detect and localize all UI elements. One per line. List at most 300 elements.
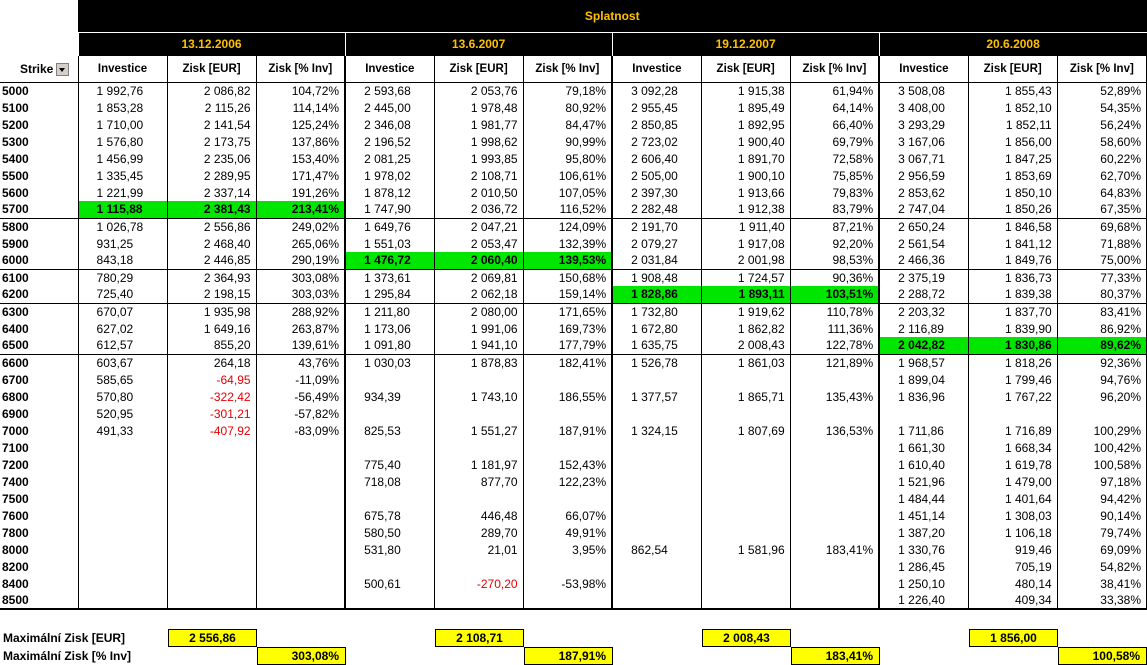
zisk-eur-cell[interactable]: 1 830,86 bbox=[968, 337, 1057, 354]
zisk-eur-cell[interactable]: 1 912,38 bbox=[701, 201, 790, 218]
zisk-pct-cell[interactable]: 49,91% bbox=[523, 524, 612, 541]
zisk-eur-cell[interactable]: -322,42 bbox=[167, 388, 256, 405]
zisk-pct-cell[interactable]: 139,53% bbox=[523, 252, 612, 269]
strike-cell[interactable]: 5400 bbox=[0, 150, 78, 167]
investice-cell[interactable]: 1 387,20 bbox=[879, 524, 968, 541]
investice-cell[interactable] bbox=[612, 592, 701, 609]
zisk-eur-cell[interactable]: -64,95 bbox=[167, 371, 256, 388]
investice-cell[interactable]: 1 853,28 bbox=[78, 99, 167, 116]
zisk-eur-cell[interactable]: 1 865,71 bbox=[701, 388, 790, 405]
strike-cell[interactable]: 7200 bbox=[0, 456, 78, 473]
strike-cell[interactable]: 5000 bbox=[0, 82, 78, 99]
zisk-pct-cell[interactable]: 110,78% bbox=[790, 303, 879, 320]
investice-cell[interactable]: 570,80 bbox=[78, 388, 167, 405]
strike-cell[interactable]: 7400 bbox=[0, 473, 78, 490]
zisk-eur-cell[interactable]: 2 115,26 bbox=[167, 99, 256, 116]
investice-cell[interactable]: 1 173,06 bbox=[345, 320, 434, 337]
zisk-pct-cell[interactable] bbox=[790, 456, 879, 473]
investice-cell[interactable]: 1 968,57 bbox=[879, 354, 968, 371]
investice-cell[interactable] bbox=[345, 439, 434, 456]
zisk-pct-cell[interactable] bbox=[256, 575, 345, 592]
investice-cell[interactable]: 531,80 bbox=[345, 541, 434, 558]
investice-cell[interactable] bbox=[78, 507, 167, 524]
investice-cell[interactable]: 843,18 bbox=[78, 252, 167, 269]
strike-cell[interactable]: 6200 bbox=[0, 286, 78, 303]
zisk-pct-cell[interactable] bbox=[790, 524, 879, 541]
strike-cell[interactable]: 5200 bbox=[0, 116, 78, 133]
zisk-eur-cell[interactable]: 1 856,00 bbox=[968, 133, 1057, 150]
max-eur-value[interactable]: 2 108,71 bbox=[435, 629, 524, 647]
zisk-eur-cell[interactable]: 2 080,00 bbox=[434, 303, 523, 320]
zisk-eur-cell[interactable]: 1 978,48 bbox=[434, 99, 523, 116]
investice-cell[interactable]: 725,40 bbox=[78, 286, 167, 303]
zisk-pct-cell[interactable] bbox=[790, 507, 879, 524]
investice-cell[interactable]: 934,39 bbox=[345, 388, 434, 405]
investice-cell[interactable] bbox=[612, 405, 701, 422]
investice-cell[interactable]: 585,65 bbox=[78, 371, 167, 388]
zisk-eur-cell[interactable]: 1 891,70 bbox=[701, 150, 790, 167]
strike-cell[interactable]: 8400 bbox=[0, 575, 78, 592]
zisk-pct-cell[interactable]: 75,85% bbox=[790, 167, 879, 184]
investice-cell[interactable] bbox=[879, 405, 968, 422]
zisk-pct-cell[interactable]: 265,06% bbox=[256, 235, 345, 252]
zisk-eur-cell[interactable]: 1 861,03 bbox=[701, 354, 790, 371]
zisk-eur-cell[interactable]: 2 008,43 bbox=[701, 337, 790, 354]
zisk-pct-cell[interactable]: 182,41% bbox=[523, 354, 612, 371]
zisk-eur-cell[interactable]: 1 106,18 bbox=[968, 524, 1057, 541]
investice-cell[interactable]: 520,95 bbox=[78, 405, 167, 422]
zisk-pct-cell[interactable]: 136,53% bbox=[790, 422, 879, 439]
strike-cell[interactable]: 8200 bbox=[0, 558, 78, 575]
investice-cell[interactable]: 1 451,14 bbox=[879, 507, 968, 524]
zisk-pct-cell[interactable]: 187,91% bbox=[523, 422, 612, 439]
investice-cell[interactable]: 1 335,45 bbox=[78, 167, 167, 184]
zisk-eur-cell[interactable]: 2 108,71 bbox=[434, 167, 523, 184]
zisk-eur-cell[interactable] bbox=[434, 371, 523, 388]
zisk-eur-cell[interactable] bbox=[701, 439, 790, 456]
zisk-eur-cell[interactable]: 1 852,11 bbox=[968, 116, 1057, 133]
strike-cell[interactable]: 6300 bbox=[0, 303, 78, 320]
zisk-eur-cell[interactable]: 2 289,95 bbox=[167, 167, 256, 184]
zisk-pct-cell[interactable]: 114,14% bbox=[256, 99, 345, 116]
zisk-pct-cell[interactable]: 71,88% bbox=[1057, 235, 1146, 252]
strike-cell[interactable]: 6900 bbox=[0, 405, 78, 422]
investice-cell[interactable]: 825,53 bbox=[345, 422, 434, 439]
zisk-pct-cell[interactable]: 213,41% bbox=[256, 201, 345, 218]
zisk-pct-cell[interactable] bbox=[790, 473, 879, 490]
strike-cell[interactable]: 7000 bbox=[0, 422, 78, 439]
strike-cell[interactable]: 5900 bbox=[0, 235, 78, 252]
zisk-eur-cell[interactable] bbox=[167, 541, 256, 558]
zisk-pct-cell[interactable] bbox=[256, 490, 345, 507]
zisk-pct-cell[interactable]: 303,08% bbox=[256, 269, 345, 286]
zisk-eur-cell[interactable]: 1 181,97 bbox=[434, 456, 523, 473]
zisk-eur-cell[interactable]: 855,20 bbox=[167, 337, 256, 354]
max-pct-value[interactable]: 100,58% bbox=[1058, 647, 1147, 665]
zisk-eur-cell[interactable]: 877,70 bbox=[434, 473, 523, 490]
zisk-eur-cell[interactable]: 1 935,98 bbox=[167, 303, 256, 320]
zisk-eur-cell[interactable]: 289,70 bbox=[434, 524, 523, 541]
zisk-eur-cell[interactable] bbox=[167, 592, 256, 609]
investice-cell[interactable]: 1 672,80 bbox=[612, 320, 701, 337]
investice-cell[interactable]: 1 551,03 bbox=[345, 235, 434, 252]
zisk-eur-cell[interactable]: 1 917,08 bbox=[701, 235, 790, 252]
investice-cell[interactable]: 2 593,68 bbox=[345, 82, 434, 99]
zisk-pct-cell[interactable]: 3,95% bbox=[523, 541, 612, 558]
zisk-pct-cell[interactable]: 100,42% bbox=[1057, 439, 1146, 456]
zisk-eur-cell[interactable]: 2 086,82 bbox=[167, 82, 256, 99]
investice-cell[interactable]: 1 878,12 bbox=[345, 184, 434, 201]
zisk-pct-cell[interactable]: 61,94% bbox=[790, 82, 879, 99]
zisk-eur-cell[interactable] bbox=[701, 405, 790, 422]
zisk-pct-cell[interactable]: 56,24% bbox=[1057, 116, 1146, 133]
zisk-pct-cell[interactable]: 62,70% bbox=[1057, 167, 1146, 184]
investice-cell[interactable] bbox=[612, 439, 701, 456]
investice-cell[interactable]: 2 466,36 bbox=[879, 252, 968, 269]
investice-cell[interactable]: 775,40 bbox=[345, 456, 434, 473]
zisk-pct-cell[interactable]: 83,41% bbox=[1057, 303, 1146, 320]
zisk-pct-cell[interactable] bbox=[790, 371, 879, 388]
zisk-eur-cell[interactable]: 1 743,10 bbox=[434, 388, 523, 405]
zisk-pct-cell[interactable] bbox=[256, 439, 345, 456]
investice-cell[interactable]: 3 293,29 bbox=[879, 116, 968, 133]
zisk-eur-cell[interactable]: 1 841,12 bbox=[968, 235, 1057, 252]
zisk-eur-cell[interactable]: 1 900,40 bbox=[701, 133, 790, 150]
investice-cell[interactable]: 2 650,24 bbox=[879, 218, 968, 235]
zisk-pct-cell[interactable]: 100,58% bbox=[1057, 456, 1146, 473]
zisk-pct-cell[interactable] bbox=[523, 558, 612, 575]
investice-cell[interactable]: 1 456,99 bbox=[78, 150, 167, 167]
zisk-pct-cell[interactable]: 80,92% bbox=[523, 99, 612, 116]
investice-cell[interactable]: 2 956,59 bbox=[879, 167, 968, 184]
max-pct-value[interactable]: 303,08% bbox=[257, 647, 346, 665]
zisk-pct-cell[interactable]: 79,74% bbox=[1057, 524, 1146, 541]
zisk-eur-cell[interactable]: 2 069,81 bbox=[434, 269, 523, 286]
investice-cell[interactable]: 1 221,99 bbox=[78, 184, 167, 201]
zisk-eur-cell[interactable] bbox=[434, 490, 523, 507]
investice-cell[interactable]: 2 853,62 bbox=[879, 184, 968, 201]
strike-cell[interactable]: 5100 bbox=[0, 99, 78, 116]
investice-cell[interactable]: 2 346,08 bbox=[345, 116, 434, 133]
zisk-pct-cell[interactable]: 84,47% bbox=[523, 116, 612, 133]
zisk-pct-cell[interactable] bbox=[523, 405, 612, 422]
zisk-pct-cell[interactable]: 132,39% bbox=[523, 235, 612, 252]
zisk-pct-cell[interactable]: 66,40% bbox=[790, 116, 879, 133]
zisk-pct-cell[interactable]: 33,38% bbox=[1057, 592, 1146, 609]
zisk-eur-cell[interactable]: 1 668,34 bbox=[968, 439, 1057, 456]
zisk-eur-cell[interactable]: 1 807,69 bbox=[701, 422, 790, 439]
zisk-pct-cell[interactable]: 125,24% bbox=[256, 116, 345, 133]
strike-cell[interactable]: 7600 bbox=[0, 507, 78, 524]
zisk-pct-cell[interactable] bbox=[523, 371, 612, 388]
zisk-pct-cell[interactable]: 94,42% bbox=[1057, 490, 1146, 507]
investice-cell[interactable]: 2 203,32 bbox=[879, 303, 968, 320]
investice-cell[interactable]: 1 091,80 bbox=[345, 337, 434, 354]
investice-cell[interactable] bbox=[345, 558, 434, 575]
zisk-eur-cell[interactable]: 2 556,86 bbox=[167, 218, 256, 235]
zisk-pct-cell[interactable]: 97,18% bbox=[1057, 473, 1146, 490]
investice-cell[interactable]: 1 978,02 bbox=[345, 167, 434, 184]
zisk-eur-cell[interactable]: 2 036,72 bbox=[434, 201, 523, 218]
zisk-pct-cell[interactable] bbox=[523, 439, 612, 456]
investice-cell[interactable] bbox=[345, 371, 434, 388]
zisk-pct-cell[interactable]: -56,49% bbox=[256, 388, 345, 405]
investice-cell[interactable]: 603,67 bbox=[78, 354, 167, 371]
zisk-pct-cell[interactable]: 92,36% bbox=[1057, 354, 1146, 371]
zisk-pct-cell[interactable]: 249,02% bbox=[256, 218, 345, 235]
zisk-eur-cell[interactable]: 2 047,21 bbox=[434, 218, 523, 235]
zisk-pct-cell[interactable]: 72,58% bbox=[790, 150, 879, 167]
zisk-pct-cell[interactable]: 64,83% bbox=[1057, 184, 1146, 201]
investice-cell[interactable]: 1 747,90 bbox=[345, 201, 434, 218]
investice-cell[interactable]: 2 288,72 bbox=[879, 286, 968, 303]
zisk-pct-cell[interactable]: 103,51% bbox=[790, 286, 879, 303]
zisk-pct-cell[interactable]: 67,35% bbox=[1057, 201, 1146, 218]
investice-cell[interactable] bbox=[78, 456, 167, 473]
zisk-pct-cell[interactable]: 122,23% bbox=[523, 473, 612, 490]
zisk-eur-cell[interactable]: 2 198,15 bbox=[167, 286, 256, 303]
zisk-eur-cell[interactable] bbox=[167, 575, 256, 592]
zisk-eur-cell[interactable]: 1 895,49 bbox=[701, 99, 790, 116]
zisk-pct-cell[interactable]: 43,76% bbox=[256, 354, 345, 371]
investice-cell[interactable]: 1 710,00 bbox=[78, 116, 167, 133]
zisk-pct-cell[interactable]: 183,41% bbox=[790, 541, 879, 558]
zisk-pct-cell[interactable]: 171,65% bbox=[523, 303, 612, 320]
zisk-eur-cell[interactable]: 1 913,66 bbox=[701, 184, 790, 201]
investice-cell[interactable]: 1 992,76 bbox=[78, 82, 167, 99]
investice-cell[interactable]: 3 408,00 bbox=[879, 99, 968, 116]
zisk-pct-cell[interactable]: 60,22% bbox=[1057, 150, 1146, 167]
zisk-pct-cell[interactable]: 95,80% bbox=[523, 150, 612, 167]
zisk-pct-cell[interactable] bbox=[256, 524, 345, 541]
investice-cell[interactable]: 1 250,10 bbox=[879, 575, 968, 592]
max-eur-value[interactable]: 2 556,86 bbox=[168, 629, 257, 647]
zisk-eur-cell[interactable]: 1 839,90 bbox=[968, 320, 1057, 337]
strike-cell[interactable]: 6700 bbox=[0, 371, 78, 388]
investice-cell[interactable]: 3 067,71 bbox=[879, 150, 968, 167]
investice-cell[interactable]: 1 211,80 bbox=[345, 303, 434, 320]
zisk-eur-cell[interactable]: 1 981,77 bbox=[434, 116, 523, 133]
zisk-pct-cell[interactable] bbox=[790, 558, 879, 575]
investice-cell[interactable]: 1 330,76 bbox=[879, 541, 968, 558]
zisk-pct-cell[interactable]: 77,33% bbox=[1057, 269, 1146, 286]
zisk-eur-cell[interactable] bbox=[167, 456, 256, 473]
investice-cell[interactable]: 612,57 bbox=[78, 337, 167, 354]
zisk-eur-cell[interactable]: 1 862,82 bbox=[701, 320, 790, 337]
strike-cell[interactable]: 5300 bbox=[0, 133, 78, 150]
zisk-pct-cell[interactable]: 186,55% bbox=[523, 388, 612, 405]
strike-cell[interactable]: 7800 bbox=[0, 524, 78, 541]
zisk-pct-cell[interactable]: 83,79% bbox=[790, 201, 879, 218]
zisk-eur-cell[interactable]: 1 401,64 bbox=[968, 490, 1057, 507]
zisk-pct-cell[interactable]: 92,20% bbox=[790, 235, 879, 252]
zisk-eur-cell[interactable]: 1 941,10 bbox=[434, 337, 523, 354]
zisk-pct-cell[interactable]: 66,07% bbox=[523, 507, 612, 524]
investice-cell[interactable]: 780,29 bbox=[78, 269, 167, 286]
strike-cell[interactable]: 6500 bbox=[0, 337, 78, 354]
investice-cell[interactable]: 1 115,88 bbox=[78, 201, 167, 218]
zisk-pct-cell[interactable]: 69,79% bbox=[790, 133, 879, 150]
zisk-pct-cell[interactable]: 90,99% bbox=[523, 133, 612, 150]
strike-cell[interactable]: 7500 bbox=[0, 490, 78, 507]
zisk-eur-cell[interactable] bbox=[701, 456, 790, 473]
zisk-pct-cell[interactable]: 191,26% bbox=[256, 184, 345, 201]
zisk-eur-cell[interactable]: 2 381,43 bbox=[167, 201, 256, 218]
investice-cell[interactable] bbox=[612, 371, 701, 388]
zisk-eur-cell[interactable]: 1 850,26 bbox=[968, 201, 1057, 218]
zisk-pct-cell[interactable]: 159,14% bbox=[523, 286, 612, 303]
zisk-pct-cell[interactable] bbox=[523, 490, 612, 507]
zisk-pct-cell[interactable]: 171,47% bbox=[256, 167, 345, 184]
investice-cell[interactable]: 2 397,30 bbox=[612, 184, 701, 201]
zisk-eur-cell[interactable]: 446,48 bbox=[434, 507, 523, 524]
zisk-pct-cell[interactable]: -83,09% bbox=[256, 422, 345, 439]
zisk-pct-cell[interactable]: 54,82% bbox=[1057, 558, 1146, 575]
zisk-pct-cell[interactable]: 90,14% bbox=[1057, 507, 1146, 524]
zisk-eur-cell[interactable]: 1 853,69 bbox=[968, 167, 1057, 184]
zisk-pct-cell[interactable] bbox=[790, 439, 879, 456]
zisk-eur-cell[interactable]: 1 818,26 bbox=[968, 354, 1057, 371]
zisk-pct-cell[interactable]: 124,09% bbox=[523, 218, 612, 235]
zisk-eur-cell[interactable]: 919,46 bbox=[968, 541, 1057, 558]
zisk-eur-cell[interactable] bbox=[701, 592, 790, 609]
zisk-eur-cell[interactable]: 2 446,85 bbox=[167, 252, 256, 269]
investice-cell[interactable]: 2 606,40 bbox=[612, 150, 701, 167]
strike-cell[interactable]: 5600 bbox=[0, 184, 78, 201]
investice-cell[interactable] bbox=[78, 524, 167, 541]
zisk-eur-cell[interactable]: 1 619,78 bbox=[968, 456, 1057, 473]
zisk-eur-cell[interactable]: 705,19 bbox=[968, 558, 1057, 575]
zisk-eur-cell[interactable]: 2 468,40 bbox=[167, 235, 256, 252]
zisk-pct-cell[interactable]: 64,14% bbox=[790, 99, 879, 116]
zisk-eur-cell[interactable]: 1 836,73 bbox=[968, 269, 1057, 286]
zisk-eur-cell[interactable]: 2 001,98 bbox=[701, 252, 790, 269]
investice-cell[interactable]: 862,54 bbox=[612, 541, 701, 558]
zisk-pct-cell[interactable] bbox=[256, 456, 345, 473]
zisk-eur-cell[interactable]: 1 911,40 bbox=[701, 218, 790, 235]
zisk-pct-cell[interactable]: 263,87% bbox=[256, 320, 345, 337]
zisk-eur-cell[interactable]: 1 850,10 bbox=[968, 184, 1057, 201]
investice-cell[interactable]: 2 955,45 bbox=[612, 99, 701, 116]
investice-cell[interactable]: 718,08 bbox=[345, 473, 434, 490]
investice-cell[interactable]: 1 324,15 bbox=[612, 422, 701, 439]
zisk-eur-cell[interactable] bbox=[167, 473, 256, 490]
zisk-pct-cell[interactable]: 150,68% bbox=[523, 269, 612, 286]
investice-cell[interactable]: 1 286,45 bbox=[879, 558, 968, 575]
investice-cell[interactable]: 1 828,86 bbox=[612, 286, 701, 303]
zisk-pct-cell[interactable]: 90,36% bbox=[790, 269, 879, 286]
max-pct-value[interactable]: 183,41% bbox=[791, 647, 880, 665]
zisk-eur-cell[interactable]: 1 852,10 bbox=[968, 99, 1057, 116]
investice-cell[interactable]: 2 191,70 bbox=[612, 218, 701, 235]
zisk-pct-cell[interactable]: 52,89% bbox=[1057, 82, 1146, 99]
investice-cell[interactable]: 2 196,52 bbox=[345, 133, 434, 150]
investice-cell[interactable]: 627,02 bbox=[78, 320, 167, 337]
investice-cell[interactable] bbox=[78, 541, 167, 558]
zisk-eur-cell[interactable]: 21,01 bbox=[434, 541, 523, 558]
investice-cell[interactable]: 1 377,57 bbox=[612, 388, 701, 405]
investice-cell[interactable]: 1 295,84 bbox=[345, 286, 434, 303]
zisk-pct-cell[interactable] bbox=[256, 541, 345, 558]
zisk-eur-cell[interactable]: 1 479,00 bbox=[968, 473, 1057, 490]
investice-cell[interactable] bbox=[612, 524, 701, 541]
zisk-eur-cell[interactable]: 1 919,62 bbox=[701, 303, 790, 320]
investice-cell[interactable]: 2 081,25 bbox=[345, 150, 434, 167]
zisk-pct-cell[interactable] bbox=[790, 575, 879, 592]
zisk-eur-cell[interactable]: 1 308,03 bbox=[968, 507, 1057, 524]
investice-cell[interactable]: 1 576,80 bbox=[78, 133, 167, 150]
investice-cell[interactable]: 1 610,40 bbox=[879, 456, 968, 473]
investice-cell[interactable]: 931,25 bbox=[78, 235, 167, 252]
zisk-pct-cell[interactable]: 122,78% bbox=[790, 337, 879, 354]
investice-cell[interactable]: 580,50 bbox=[345, 524, 434, 541]
investice-cell[interactable]: 1 026,78 bbox=[78, 218, 167, 235]
zisk-eur-cell[interactable]: 1 837,70 bbox=[968, 303, 1057, 320]
strike-cell[interactable]: 6600 bbox=[0, 354, 78, 371]
strike-cell[interactable]: 7100 bbox=[0, 439, 78, 456]
zisk-pct-cell[interactable]: 121,89% bbox=[790, 354, 879, 371]
zisk-eur-cell[interactable]: 1 991,06 bbox=[434, 320, 523, 337]
zisk-pct-cell[interactable] bbox=[790, 490, 879, 507]
zisk-eur-cell[interactable] bbox=[701, 558, 790, 575]
zisk-pct-cell[interactable]: 69,09% bbox=[1057, 541, 1146, 558]
zisk-eur-cell[interactable]: 1 893,11 bbox=[701, 286, 790, 303]
zisk-pct-cell[interactable]: 58,60% bbox=[1057, 133, 1146, 150]
zisk-eur-cell[interactable] bbox=[167, 439, 256, 456]
zisk-eur-cell[interactable]: 1 846,58 bbox=[968, 218, 1057, 235]
zisk-eur-cell[interactable] bbox=[434, 405, 523, 422]
zisk-eur-cell[interactable]: -270,20 bbox=[434, 575, 523, 592]
zisk-eur-cell[interactable] bbox=[701, 490, 790, 507]
investice-cell[interactable]: 3 508,08 bbox=[879, 82, 968, 99]
zisk-pct-cell[interactable] bbox=[523, 592, 612, 609]
investice-cell[interactable] bbox=[78, 558, 167, 575]
zisk-eur-cell[interactable]: 2 053,47 bbox=[434, 235, 523, 252]
zisk-pct-cell[interactable]: 107,05% bbox=[523, 184, 612, 201]
investice-cell[interactable]: 2 116,89 bbox=[879, 320, 968, 337]
investice-cell[interactable]: 1 836,96 bbox=[879, 388, 968, 405]
zisk-pct-cell[interactable]: 54,35% bbox=[1057, 99, 1146, 116]
zisk-pct-cell[interactable]: 79,83% bbox=[790, 184, 879, 201]
zisk-eur-cell[interactable]: 1 849,76 bbox=[968, 252, 1057, 269]
zisk-eur-cell[interactable]: 1 649,16 bbox=[167, 320, 256, 337]
investice-cell[interactable]: 1 732,80 bbox=[612, 303, 701, 320]
zisk-eur-cell[interactable]: 1 998,62 bbox=[434, 133, 523, 150]
zisk-pct-cell[interactable]: 137,86% bbox=[256, 133, 345, 150]
zisk-eur-cell[interactable]: 1 892,95 bbox=[701, 116, 790, 133]
zisk-eur-cell[interactable]: 2 053,76 bbox=[434, 82, 523, 99]
investice-cell[interactable]: 1 711,86 bbox=[879, 422, 968, 439]
zisk-eur-cell[interactable] bbox=[167, 524, 256, 541]
zisk-pct-cell[interactable]: 79,18% bbox=[523, 82, 612, 99]
investice-cell[interactable]: 500,61 bbox=[345, 575, 434, 592]
investice-cell[interactable] bbox=[345, 490, 434, 507]
investice-cell[interactable]: 3 167,06 bbox=[879, 133, 968, 150]
zisk-eur-cell[interactable]: 1 915,38 bbox=[701, 82, 790, 99]
zisk-eur-cell[interactable] bbox=[968, 405, 1057, 422]
zisk-pct-cell[interactable] bbox=[790, 592, 879, 609]
zisk-pct-cell[interactable]: 96,20% bbox=[1057, 388, 1146, 405]
zisk-eur-cell[interactable] bbox=[167, 558, 256, 575]
zisk-eur-cell[interactable] bbox=[434, 592, 523, 609]
zisk-pct-cell[interactable]: 169,73% bbox=[523, 320, 612, 337]
investice-cell[interactable]: 1 649,76 bbox=[345, 218, 434, 235]
zisk-eur-cell[interactable]: 2 141,54 bbox=[167, 116, 256, 133]
investice-cell[interactable] bbox=[612, 473, 701, 490]
zisk-eur-cell[interactable]: 1 799,46 bbox=[968, 371, 1057, 388]
investice-cell[interactable]: 2 505,00 bbox=[612, 167, 701, 184]
zisk-eur-cell[interactable]: 409,34 bbox=[968, 592, 1057, 609]
